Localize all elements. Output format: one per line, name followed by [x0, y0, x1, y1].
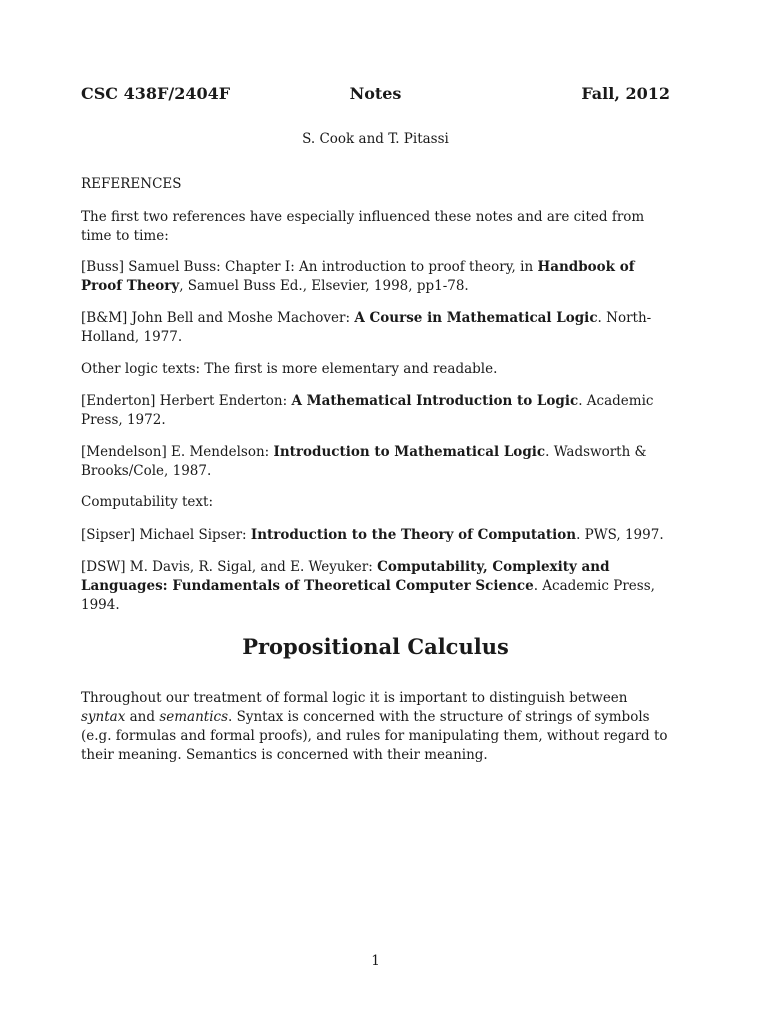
header-title: Notes [349, 84, 402, 103]
computability-heading: Computability text: [81, 494, 214, 510]
section-paragraph [81, 689, 670, 765]
ref-text: [DSW] M. Davis, R. Sigal, and E. Weyuker: [81, 559, 378, 575]
ref-title: A Mathematical Introduction to Logic [291, 393, 579, 409]
ref-title: Computability, Complexity and Languages: Fundamentals of Theoretical Computer Science [81, 559, 610, 594]
reference-mendelson [81, 443, 701, 481]
ref-text: . PWS, 1997. [576, 527, 664, 543]
ref-text: . Wadsworth & Brooks/Cole, 1987. [81, 444, 647, 479]
reference-buss [81, 258, 670, 296]
ref-title: Handbook of Proof Theory [81, 259, 635, 294]
ref-text: , Samuel Buss Ed., Elsevier, 1998, pp1-78. [179, 278, 469, 294]
ref-title: A Course in Mathematical Logic [354, 310, 598, 326]
ref-title: Introduction to Mathematical Logic [273, 444, 546, 460]
page-number: 1 [371, 953, 380, 969]
emphasis-syntax: syntax [81, 709, 126, 725]
reference-sipser [81, 526, 670, 545]
other-logic-texts: Other logic texts: The first is more elementary and readable. [81, 361, 498, 377]
paragraph-text: . Syntax is concerned with the structure of strings of symbols (e.g. formulas and formal proofs), and rules for manipulating them, without regard to their meaning. Semantics is concerned with their meaning. [81, 709, 668, 763]
ref-text: [Buss] Samuel Buss: Chapter I: An introduction to proof theory, in [81, 259, 538, 275]
ref-text: [Enderton] Herbert Enderton: [81, 393, 292, 409]
references-intro: The first two references have especially influenced these notes and are cited from time to time: [81, 209, 645, 244]
ref-text: [Mendelson] E. Mendelson: [81, 444, 274, 460]
authors: S. Cook and T. Pitassi [302, 131, 449, 147]
reference-bm [81, 309, 670, 347]
reference-dsw [81, 558, 670, 615]
ref-text: [B&M] John Bell and Moshe Machover: [81, 310, 355, 326]
references-heading: REFERENCES [81, 176, 182, 192]
ref-text: [Sipser] Michael Sipser: [81, 527, 251, 543]
document-page [81, 0, 670, 1024]
course-code: CSC 438F/2404F [81, 84, 231, 103]
ref-title: Introduction to the Theory of Computation [250, 527, 577, 543]
paragraph-text: and [125, 709, 160, 725]
section-title: Propositional Calculus [242, 634, 509, 659]
ref-text: . North-Holland, 1977. [81, 310, 652, 345]
paragraph-text: Throughout our treatment of formal logic it is important to distinguish between [81, 690, 628, 706]
term: Fall, 2012 [581, 84, 670, 103]
reference-enderton [81, 392, 670, 430]
ref-text: . Academic Press, 1972. [81, 393, 654, 428]
page-header [81, 84, 670, 108]
ref-text: . Academic Press, 1994. [81, 578, 655, 613]
emphasis-semantics: semantics [159, 709, 229, 725]
